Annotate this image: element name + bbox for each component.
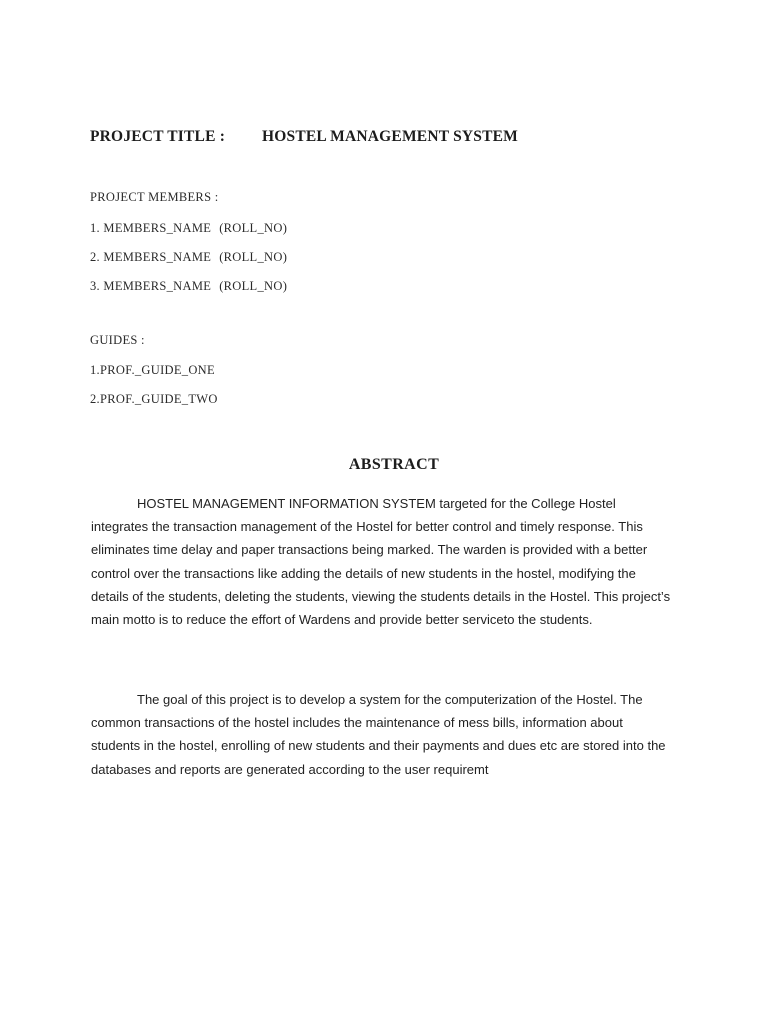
member-item	[90, 279, 287, 294]
project-title-label: PROJECT TITLE :	[90, 128, 226, 145]
member-name: 1. MEMBERS_NAME	[90, 221, 212, 235]
abstract-heading: ABSTRACT	[348, 456, 440, 473]
guides-label: GUIDES :	[90, 333, 145, 347]
member-roll: (ROLL_NO)	[219, 250, 288, 264]
member-item	[90, 221, 287, 236]
member-roll: (ROLL_NO)	[219, 279, 288, 293]
member-item	[90, 250, 287, 265]
member-name: 3. MEMBERS_NAME	[90, 279, 212, 293]
abstract-paragraph-1: HOSTEL MANAGEMENT INFORMATION SYSTEM targeted for the College Hostel integrates the transaction management of the Hostel for better control and timely response. This eliminates time delay and paper transactions being marked. The warden is provided with a better control over the transactions like adding the details of new students in the hostel, modifying the details of the students, deleting the students, viewing the students details in the Hostel. This project’s main motto is to reduce the effort of Wardens and provide better serviceto the students.	[91, 496, 671, 628]
guide-item: 1.PROF._GUIDE_ONE	[90, 363, 215, 377]
member-name: 2. MEMBERS_NAME	[90, 250, 212, 264]
project-title-row	[90, 128, 519, 146]
member-roll: (ROLL_NO)	[219, 221, 288, 235]
guide-item: 2.PROF._GUIDE_TWO	[90, 392, 218, 406]
project-members-label: PROJECT MEMBERS :	[90, 190, 219, 204]
abstract-paragraph-2: The goal of this project is to develop a system for the computerization of the Hostel. The common transactions of the hostel includes the maintenance of mess bills, information about students in the hostel, enrolling of new students and their payments and dues etc are stored into the databases and reports are generated according to the user requiremt	[91, 692, 666, 777]
project-title-value: HOSTEL MANAGEMENT SYSTEM	[262, 128, 519, 145]
